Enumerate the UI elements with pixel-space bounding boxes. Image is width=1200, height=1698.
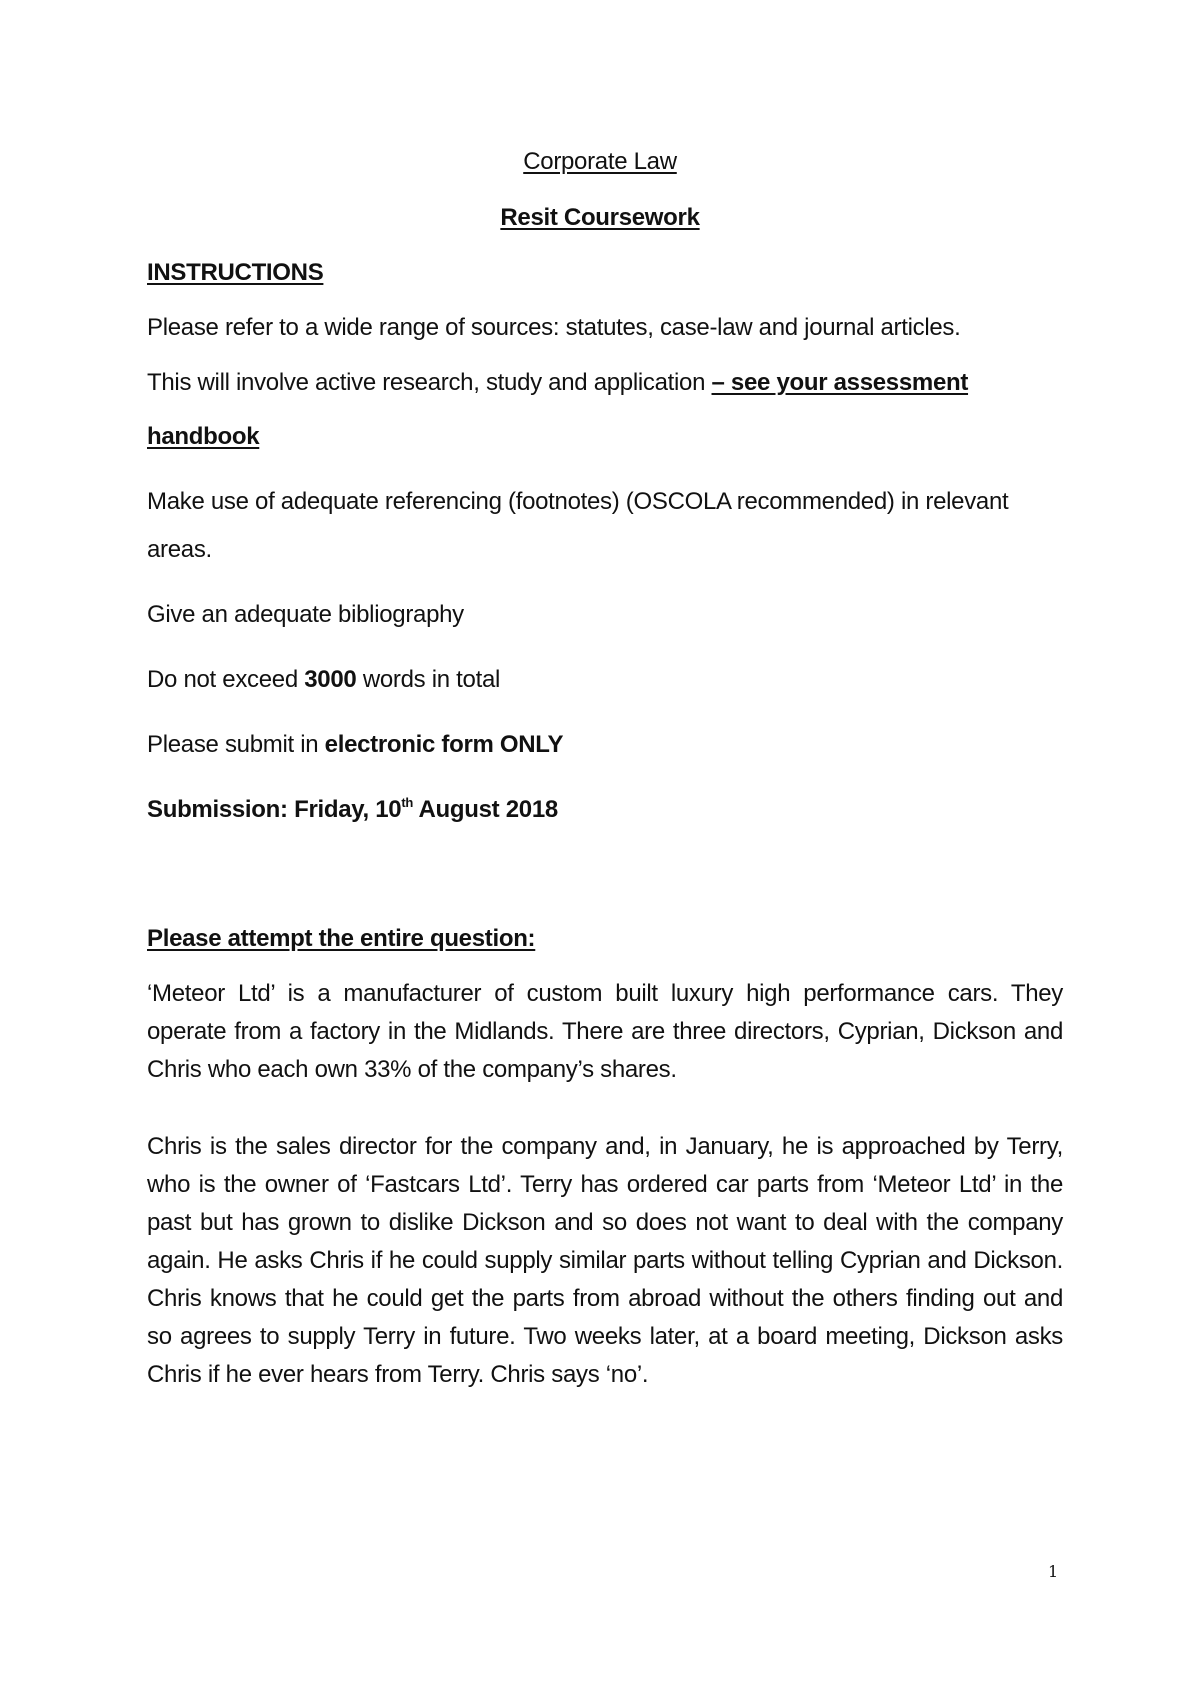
word-limit-prefix: Do not exceed (147, 666, 305, 693)
document-title: Corporate Law (523, 148, 677, 175)
word-limit-count: 3000 (304, 666, 357, 693)
instruction-referencing-cont: areas. (147, 536, 212, 563)
word-limit-suffix: words in total (356, 666, 501, 693)
question-paragraph-2: Chris is the sales director for the company and, in January, he is approached by Terry, who is the owner of ‘Fastcars Ltd’. Terry has ordered car parts from ‘Meteor Ltd’ in the past but has grown to dislike Dickson and so does not want to deal with the company again. He asks Chris if he could supply similar parts without telling Cyprian and Dickson. Chris knows that he could get the parts from abroad without the others finding out and so agrees to supply Terry in future. Two weeks later, at a board meeting, Dickson asks Chris if he ever hears from Terry. Chris says ‘no’. (147, 1133, 1063, 1388)
submission-deadline (147, 796, 558, 824)
question-paragraph-1: ‘Meteor Ltd’ is a manufacturer of custom built luxury high performance cars. They operate from a factory in the Midlands. There are three directors, Cyprian, Dickson and Chris who each own 33% of the company’s shares. (147, 980, 1063, 1083)
instruction-research (147, 369, 968, 397)
instruction-word-limit (147, 666, 500, 694)
deadline-prefix: Submission: Friday, 10 (147, 796, 402, 823)
instruction-research-handbook: handbook (147, 423, 260, 450)
instruction-research-emphasis: – see your assessment (711, 369, 969, 396)
deadline-suffix: August 2018 (413, 796, 558, 823)
question-heading: Please attempt the entire question: (147, 925, 536, 952)
instruction-referencing: Make use of adequate referencing (footnotes) (OSCOLA recommended) in relevant (147, 488, 1009, 515)
instruction-sources: Please refer to a wide range of sources: statutes, case-law and journal articles. (147, 314, 961, 341)
instruction-submission-format (147, 731, 563, 759)
submission-format-prefix: Please submit in (147, 731, 325, 758)
instruction-research-text: This will involve active research, study and application (147, 369, 712, 396)
page-number: 1 (1048, 1562, 1059, 1581)
submission-format-emphasis: electronic form ONLY (324, 731, 564, 758)
instructions-heading: INSTRUCTIONS (147, 259, 324, 286)
instruction-bibliography: Give an adequate bibliography (147, 601, 464, 628)
deadline-ordinal: th (401, 795, 414, 810)
document-subtitle: Resit Coursework (500, 204, 700, 231)
